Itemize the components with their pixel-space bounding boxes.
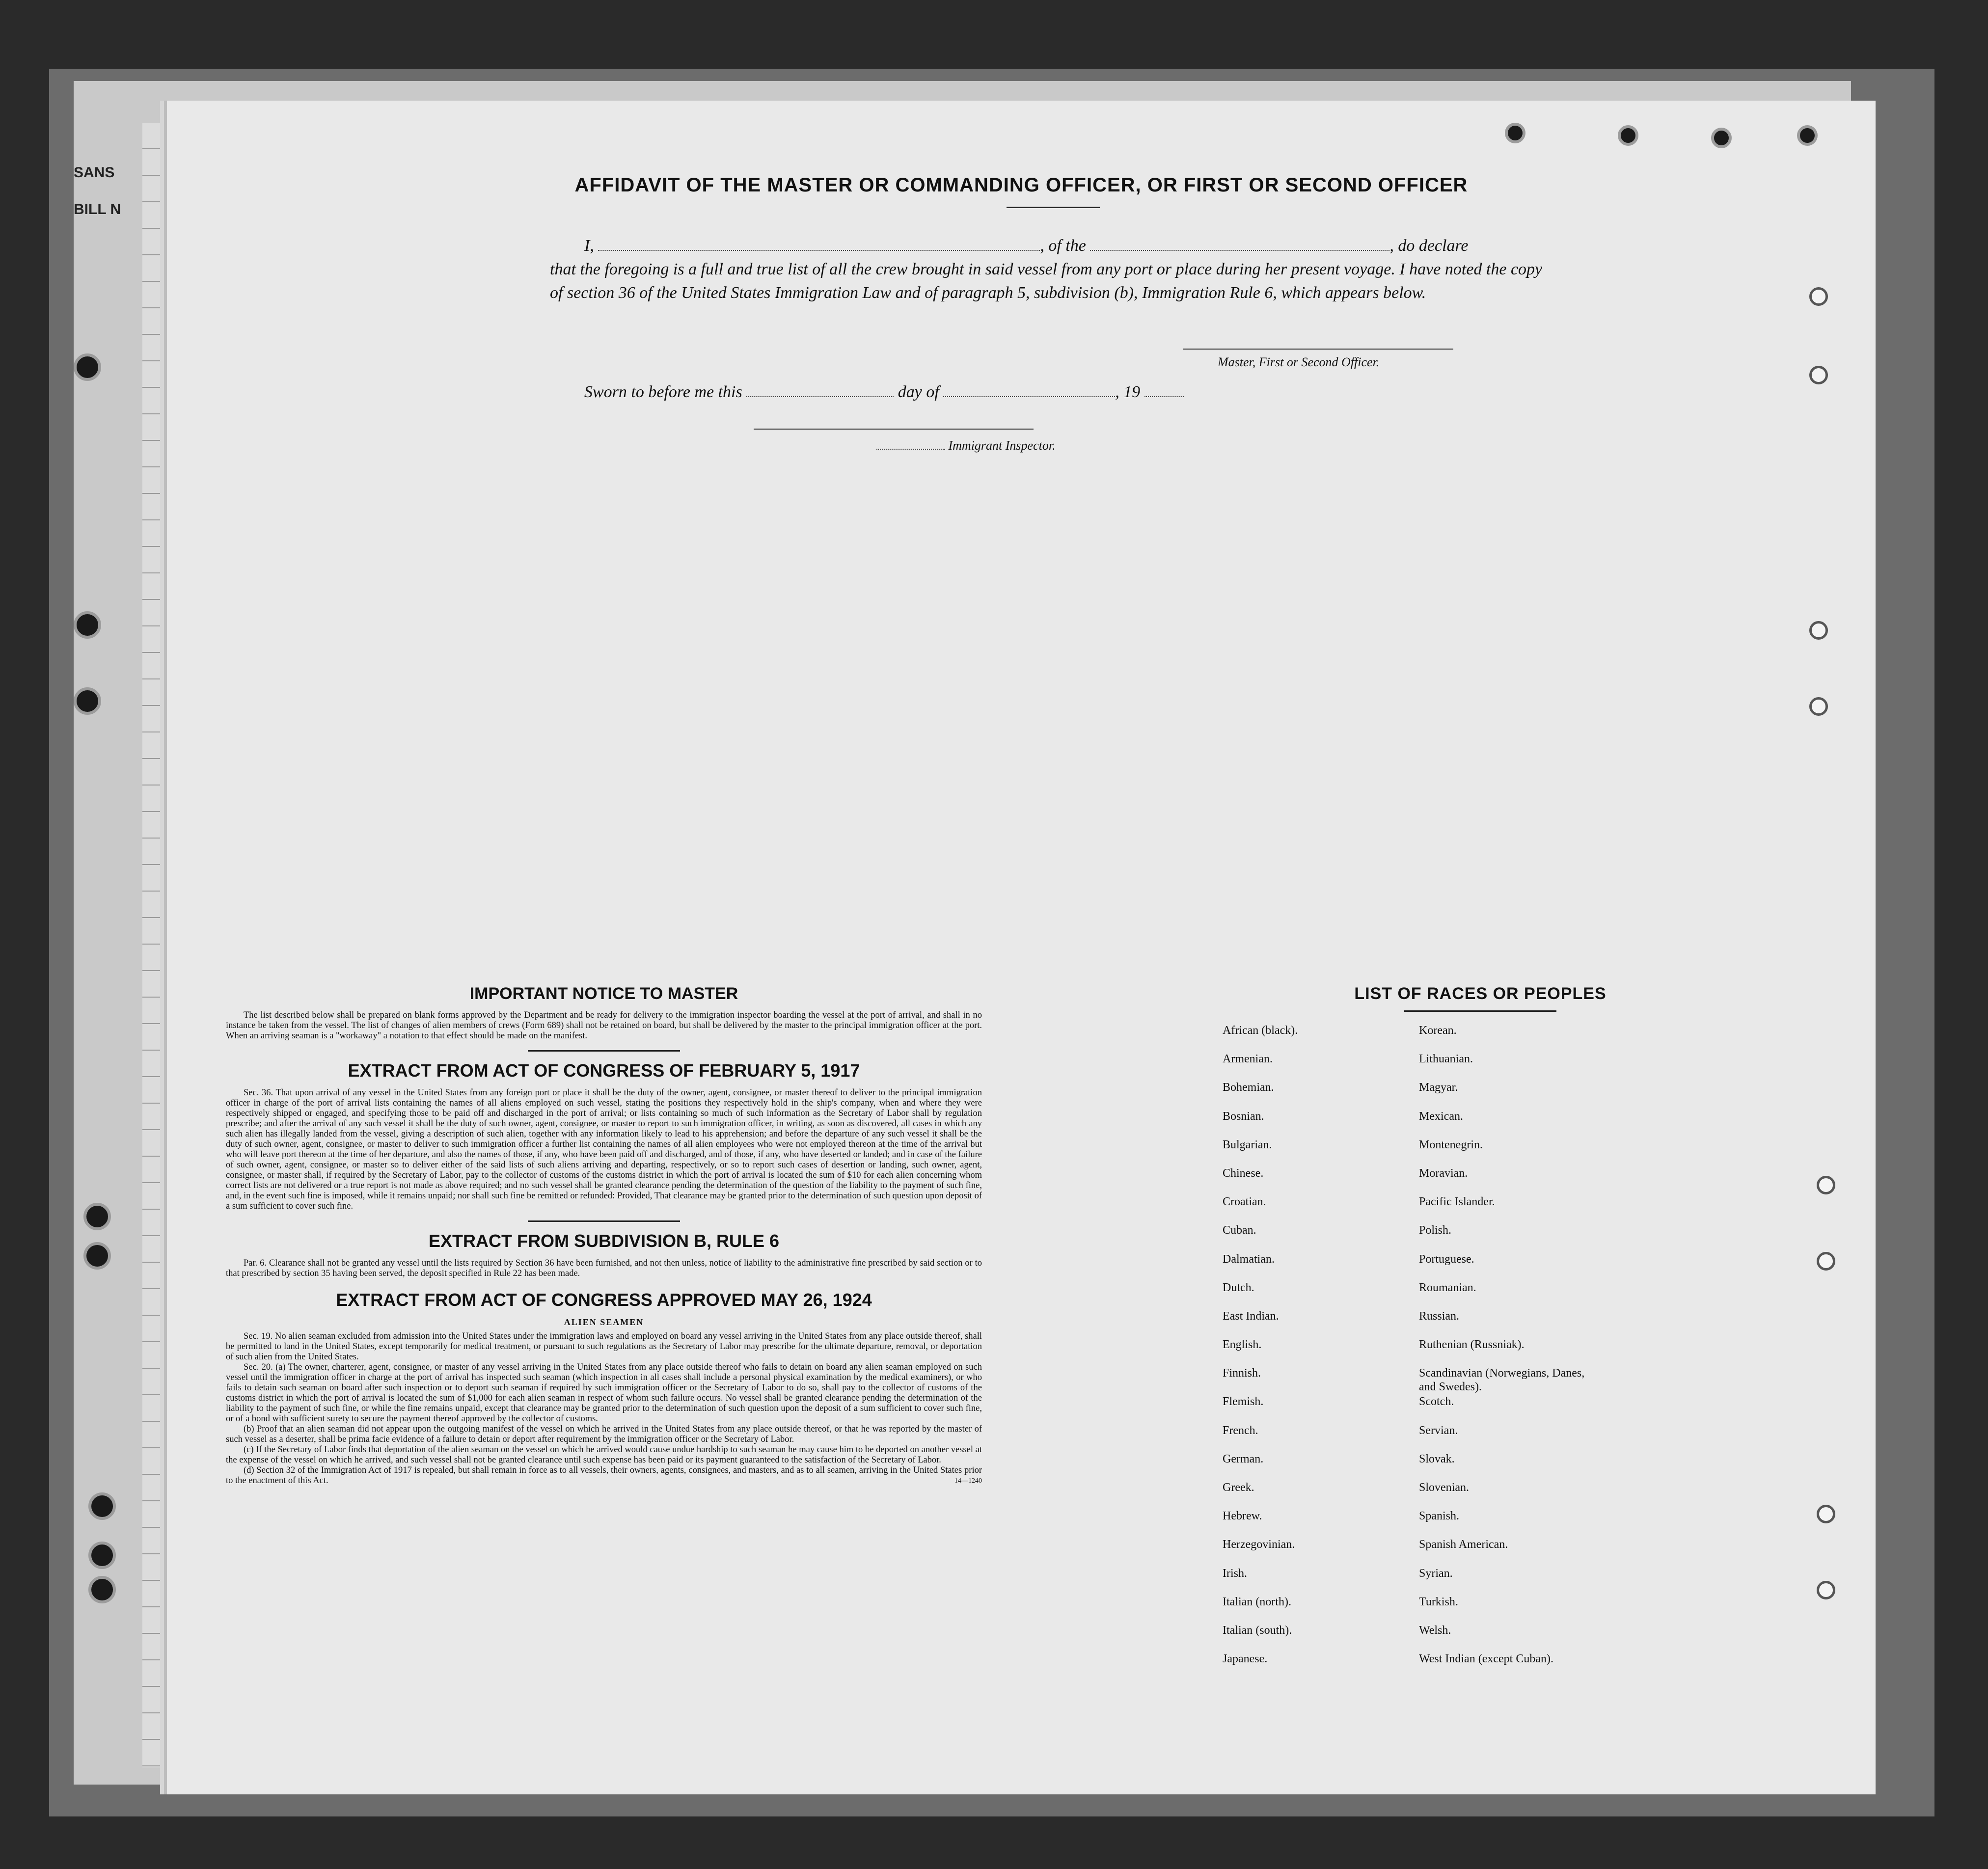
race-item: Bosnian. [1223,1110,1264,1123]
punch-hole [1618,125,1638,146]
race-item: Scandinavian (Norwegians, Danes, and Swedes). [1419,1367,1585,1394]
extract-1924-title: EXTRACT FROM ACT OF CONGRESS APPROVED MAY 26, 1924 [336,1290,872,1310]
inspector-label-wrap [876,438,1056,453]
punch-hole [1809,621,1828,640]
race-item: Pacific Islander. [1419,1195,1495,1209]
race-item: Magyar. [1419,1081,1458,1094]
ruled-margin [142,123,162,1767]
sworn-prefix: Sworn to before me this [584,383,742,401]
race-item: Lithuanian. [1419,1053,1473,1066]
extract-rule6-title: EXTRACT FROM SUBDIVISION B, RULE 6 [428,1231,780,1251]
margin-stub-line2: BILL N [74,201,121,217]
race-item: Moravian. [1419,1166,1468,1180]
race-item: Irish. [1223,1567,1247,1580]
extract-1924-sec20d: (d) Section 32 of the Immigration Act of 1917 is repealed, but shall remain in force as to all vessels, their owners, agents, consignees, and masters, and as to all seamen, arriving in the United States prior to the enactment of this Act. [226,1465,982,1486]
punch-hole [1809,366,1828,384]
race-item: Polish. [1419,1224,1452,1237]
sworn-year-field[interactable] [1144,396,1184,397]
sworn-month-field[interactable] [943,396,1115,397]
races-column-2 [1419,1024,1738,1680]
affidavit-text [550,234,1556,305]
race-item: German. [1223,1452,1264,1465]
punch-hole [83,1203,111,1230]
race-item: Croatian. [1223,1195,1266,1209]
race-item: Chinese. [1223,1166,1264,1180]
punch-hole [1711,128,1732,148]
divider [528,1050,680,1052]
race-item: Montenegrin. [1419,1138,1483,1151]
race-item: Italian (north). [1223,1595,1291,1608]
race-item: Welsh. [1419,1624,1451,1637]
punch-hole [1797,125,1818,146]
race-item: Flemish. [1223,1395,1264,1409]
races-title: LIST OF RACES OR PEOPLES [1354,984,1607,1003]
race-item: Slovak. [1419,1452,1455,1465]
races-section [1223,984,1738,1680]
punch-hole [83,1242,111,1270]
race-item: Bulgarian. [1223,1138,1272,1151]
name-field[interactable] [598,250,1040,251]
extract-1917-text: Sec. 36. That upon arrival of any vessel in the United States from any foreign port or place it shall be the duty of the owner, agent, consignee, or master thereof to deliver to the principal immigration officer in charge of the port of arrival lists containing the names of all aliens employed on such vessel, stating the positions they respectively hold in the ship's company, when and where they were respectively shipped or engaged, and specifying those to be paid off and discharged in the port of arrival; or lists containing so much of such information as the Secretary of Labor shall by regulation prescribe; and after the arrival of any such vessel it shall be the duty of such owner, agent, consignee, or master to report to such immigration officer, in writing, as soon as discovered, all cases in which any such alien has illegally landed from the vessel, giving a description of such alien, together with any information likely to lead to his apprehension; and before the departure of any such vessel it shall be the duty of such owner, agent, consignee, or master to deliver to such immigration officer a further list containing the names of all alien employees who were not employed thereon at the time of the arrival but who will leave port thereon at the time of her departure, and also the names of those, if any, who have been paid off and discharged, and of those, if any, who have deserted or landed; and in case of the failure of such owner, agent, consignee, or master so to deliver either of the said lists of such aliens arriving and departing, respectively, or so to report such cases of desertion or landing, such owner, agent, consignee, or master shall, if required by the Secretary of Labor, pay to the collector of customs of the customs district in which the port of arrival is located the sum of $10 for each alien concerning whom correct lists are not delivered or a true report is not made as above required; and no such vessel shall be granted clearance pending the determination of the question of the liability to the payment of such fine, and, in the event such fine is imposed, while it remains unpaid; nor shall such fine be remitted or refunded: Provided, That clearance may be granted prior to the determination of such question upon deposit of a sum sufficient to cover such fine. [226,1088,982,1211]
race-item: Spanish American. [1419,1538,1508,1551]
race-item: Korean. [1419,1024,1457,1037]
affidavit-intro: I, [584,237,594,255]
extract-1924-subtitle: ALIEN SEAMEN [564,1317,644,1327]
extract-1917-title: EXTRACT FROM ACT OF CONGRESS OF FEBRUARY 5, 1917 [348,1060,860,1081]
extract-1924-sec20d-wrap [226,1465,982,1486]
punch-hole [74,353,101,381]
races-column-1 [1223,1024,1419,1680]
punch-hole [1817,1505,1835,1523]
divider [528,1220,680,1222]
punch-hole [1817,1252,1835,1271]
form-number: 14—1240 [954,1477,982,1485]
notice-text: The list described below shall be prepared on blank forms approved by the Department and be ready for delivery to the immigration inspector boarding the vessel at the port of arrival, and shall in no instance be taken from the vessel. The list of changes of alien members of crews (Form 689) shall not be retained on board, but shall be delivered by the master to the principal immigration officer at the port. When an arriving seaman is a "workaway" a notation to that effect should be made on the manifest. [226,1010,982,1041]
punch-hole [1505,123,1525,143]
race-item: Turkish. [1419,1595,1458,1608]
race-item: French. [1223,1424,1258,1437]
race-item: Hebrew. [1223,1510,1262,1523]
inspector-signature-line[interactable] [754,429,1034,430]
race-item: East Indian. [1223,1309,1279,1323]
race-item: Finnish. [1223,1367,1261,1380]
race-item: Dutch. [1223,1281,1254,1294]
race-item: Slovenian. [1419,1481,1469,1494]
punch-hole [1809,697,1828,716]
races-grid [1223,1024,1738,1680]
race-item: English. [1223,1338,1262,1352]
race-item: Japanese. [1223,1652,1268,1666]
inspector-label: Immigrant Inspector. [948,438,1056,453]
extract-rule6-text: Par. 6. Clearance shall not be granted any vessel until the lists required by Section 36 have been furnished, and not then unless, notice of liability to the administrative fine prescribed by said section or to that prescribed by section 35 having been served, the deposit specified in Rule 22 has been made. [226,1258,982,1278]
document-page [167,101,1876,1794]
race-item: Mexican. [1419,1110,1463,1123]
divider [1404,1010,1556,1012]
race-item: Spanish. [1419,1510,1460,1523]
race-item: Ruthenian (Russniak). [1419,1338,1525,1352]
race-item: Greek. [1223,1481,1254,1494]
race-item: Herzegovinian. [1223,1538,1295,1551]
punch-hole [88,1576,116,1603]
punch-hole [74,687,101,715]
affidavit-body: that the foregoing is a full and true list of all the crew brought in said vessel from any port or place during her present voyage. I have noted the copy of section 36 of the United States Immigration Law and of paragraph 5, subdivision (b), Immigration Rule 6, which appears below. [550,260,1543,302]
race-item: Cuban. [1223,1224,1256,1237]
race-item: Syrian. [1419,1567,1453,1580]
race-item: Dalmatian. [1223,1252,1275,1266]
punch-hole [1809,287,1828,306]
affidavit-do-declare: , do declare [1389,237,1469,255]
punch-hole [88,1492,116,1520]
race-item: Russian. [1419,1309,1460,1323]
race-item: Roumanian. [1419,1281,1476,1294]
extract-1924-sec20c: (c) If the Secretary of Labor finds that deportation of the alien seaman on the vessel on which he arrived would cause undue hardship to such seaman he may cause him to be deported on another vessel at the expense of the vessel on which he arrived, and such vessel shall not be granted clearance until such expense has been paid or its payment guaranteed to the satisfaction of the Secretary of Labor. [226,1445,982,1465]
extract-1924-sec20b: (b) Proof that an alien seaman did not appear upon the outgoing manifest of the vessel on which he arrived in the United States from any place outside thereof, or that he was reported by the master of such vessel as a deserter, shall be prima facie evidence of a failure to detain or deport after requirement by the immigration officer or the Secretary of Labor. [226,1424,982,1444]
punch-hole [74,611,101,639]
sworn-line [584,383,1184,402]
race-item: Scotch. [1419,1395,1454,1409]
signature-label: Master, First or Second Officer. [1218,355,1380,369]
notice-section [226,984,982,1486]
race-item: Bohemian. [1223,1081,1274,1094]
punch-hole [1817,1176,1835,1194]
punch-hole [1817,1581,1835,1599]
signature-line[interactable] [1183,349,1453,350]
affidavit-title: AFFIDAVIT OF THE MASTER OR COMMANDING OFFICER, OR FIRST OR SECOND OFFICER [574,174,1468,196]
extract-1924-sec20a: Sec. 20. (a) The owner, charterer, agent, consignee, or master of any vessel arriving in the United States from any place outside thereof who fails to detain on board any alien seaman employed on such vessel until the immigration officer in charge at the port of arrival has inspected such seaman (which inspection in all cases shall include a personal physical examination by the medical examiners), or who fails to detain such seaman on board after such inspection or to deport such seaman if required by such immigration officer or the Secretary of Labor to do so, shall pay to the collector of customs of the customs district in which the port of arrival is located the sum of $1,000 for each alien seaman in respect of whom such failure occurs. No vessel shall be granted clearance pending the determination of the liability to the payment of such fine, or while the fine remains unpaid, except that clearance may be granted prior to the determination of such question upon the deposit of a sum sufficient to cover such fine, or of a bond with sufficient surety to secure the payment thereof approved by the collector of customs. [226,1362,982,1424]
punch-hole [88,1542,116,1569]
title-rule [1007,207,1100,208]
sworn-date-field[interactable] [746,396,894,397]
sworn-year: , 19 [1115,383,1141,401]
sworn-day-of: day of [898,383,939,401]
margin-stub-line1: SANS [74,164,115,181]
affidavit-of-the: , of the [1040,237,1086,255]
race-item: Italian (south). [1223,1624,1292,1637]
race-item: Servian. [1419,1424,1458,1437]
race-item: West Indian (except Cuban). [1419,1652,1553,1666]
vessel-field[interactable] [1090,250,1389,251]
notice-title: IMPORTANT NOTICE TO MASTER [469,984,738,1003]
race-item: Armenian. [1223,1053,1273,1066]
race-item: African (black). [1223,1024,1298,1037]
extract-1924-sec19: Sec. 19. No alien seaman excluded from admission into the United States under the immigration laws and employed on board any vessel arriving in the United States from any place outside thereof, shall be permitted to land in the United States, except temporarily for medical treatment, or pursuant to such regulations as the Secretary of Labor may prescribe for the ultimate departure, removal, or deportation of such alien from the United States. [226,1331,982,1362]
inspector-dots [876,449,945,450]
race-item: Portuguese. [1419,1252,1474,1266]
